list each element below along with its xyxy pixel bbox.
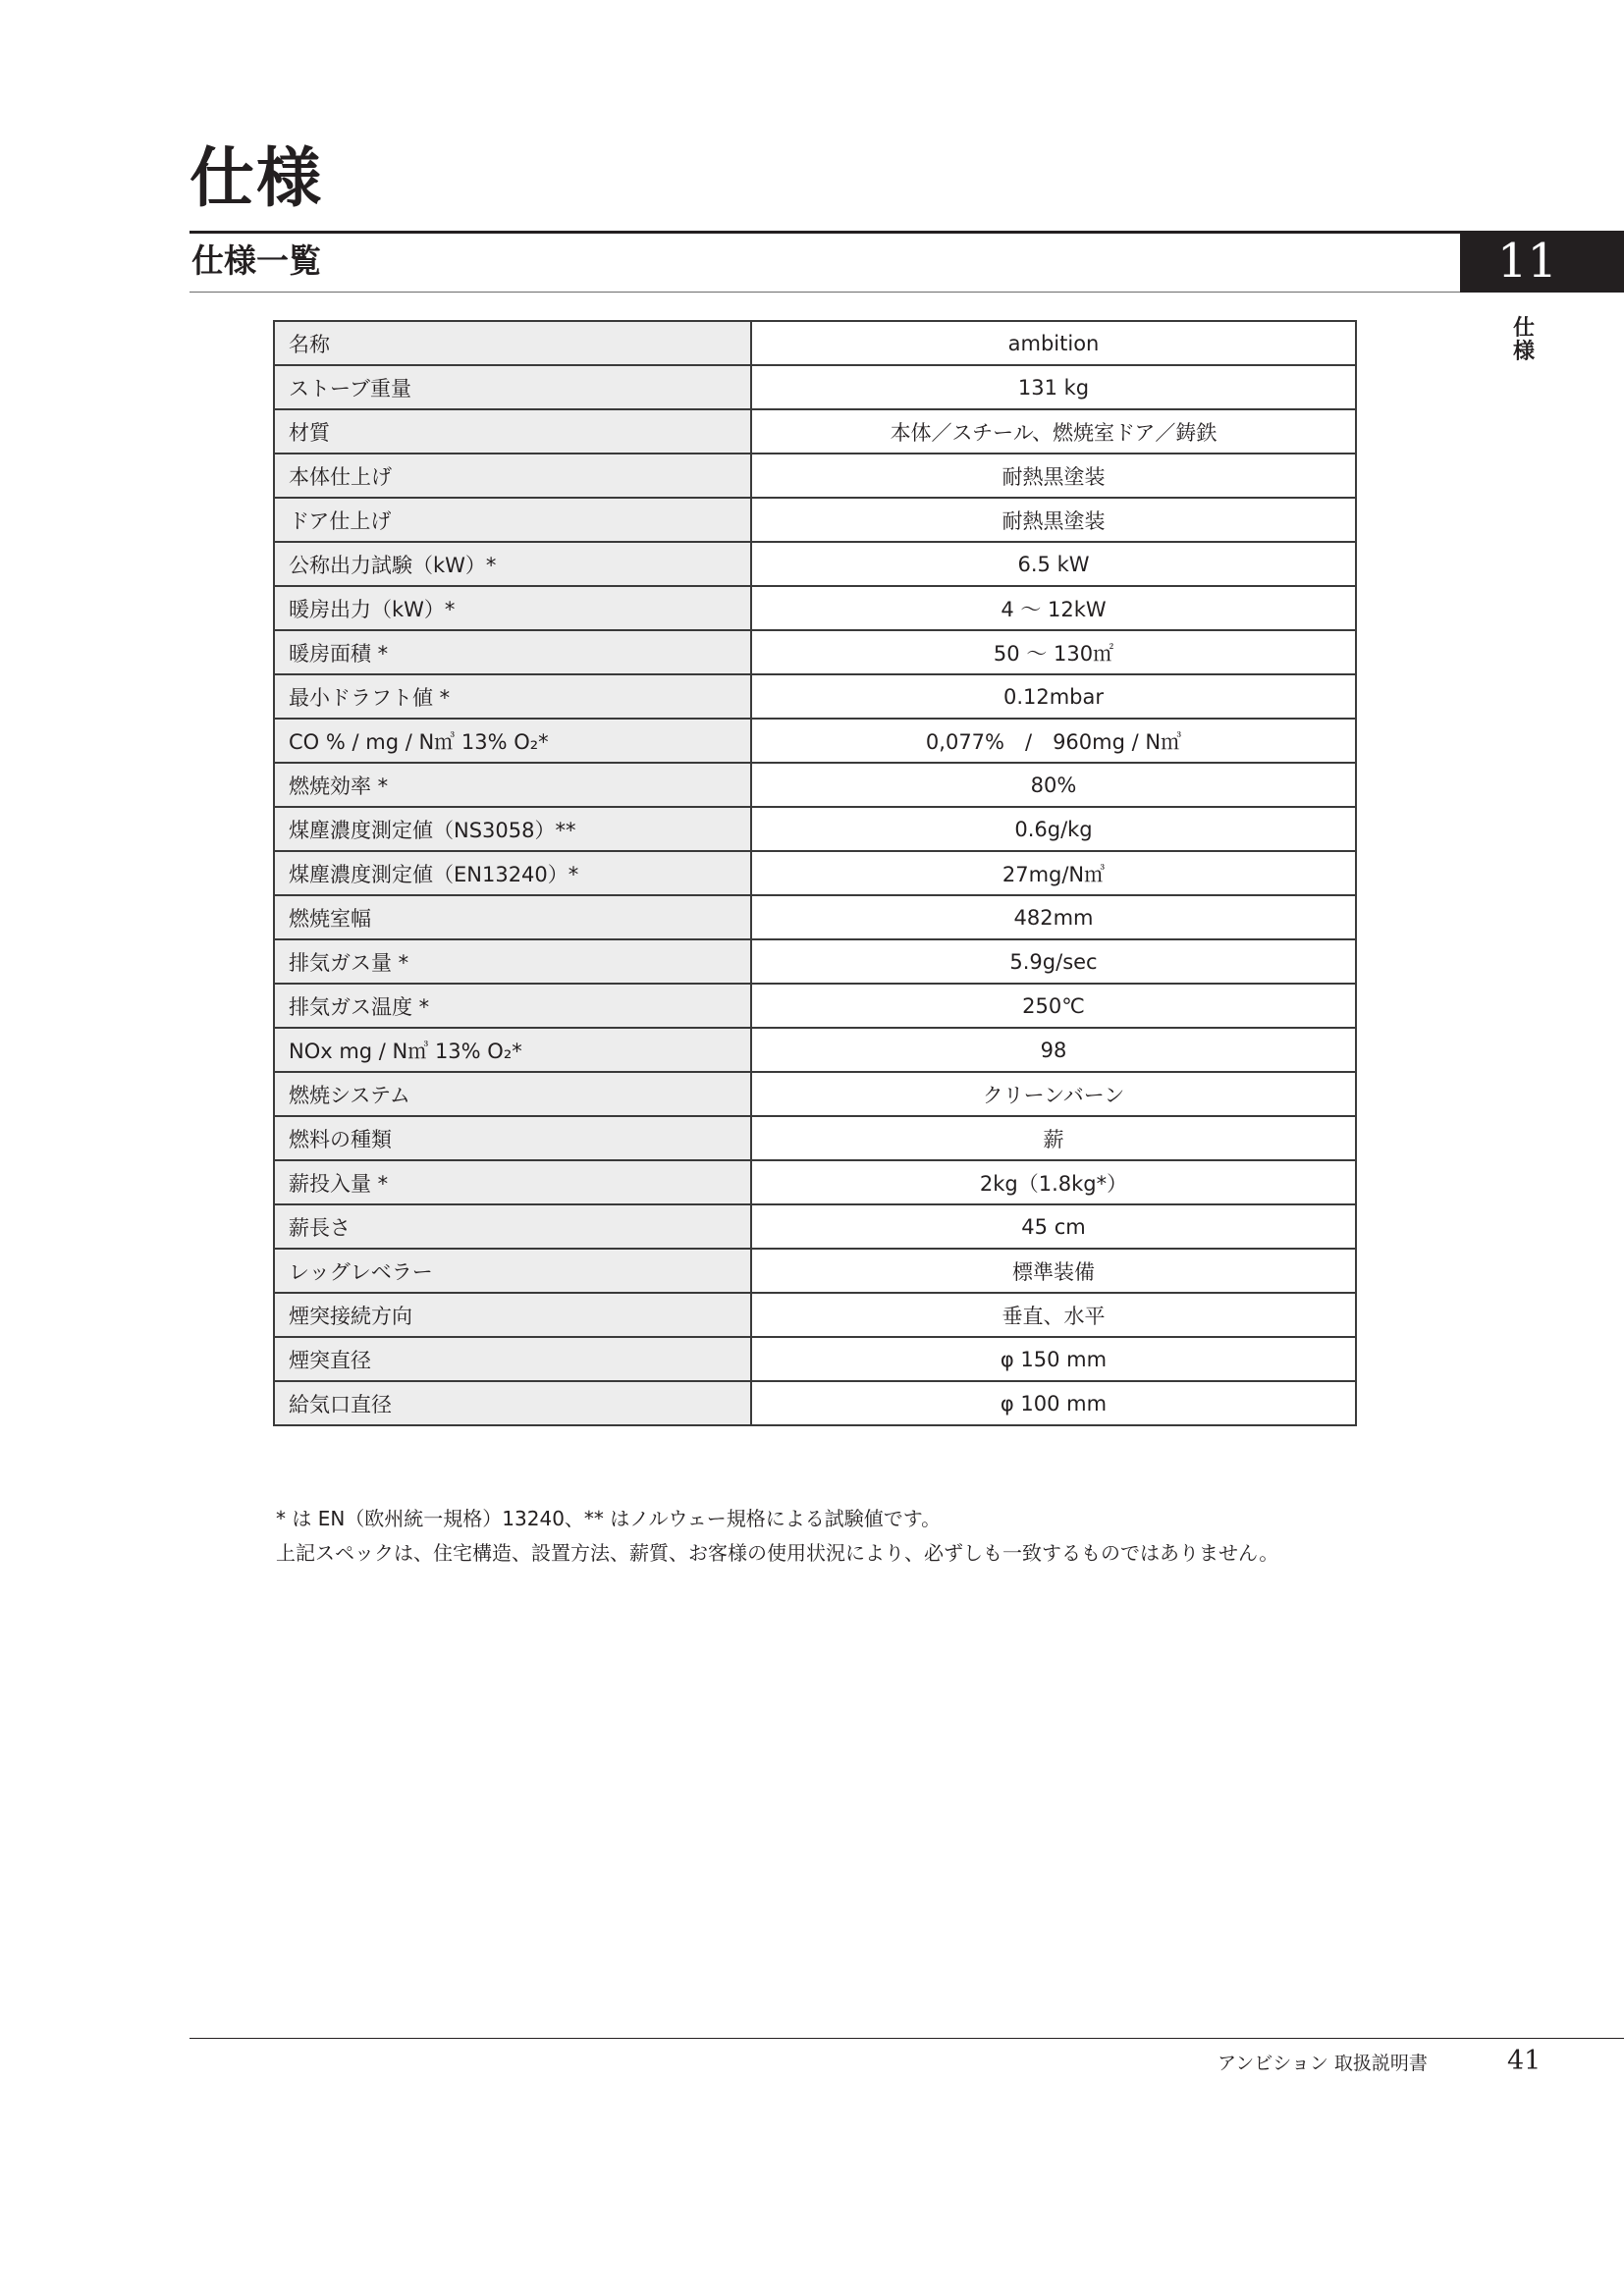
spec-value: 5.9g/sec bbox=[751, 939, 1356, 984]
chapter-tab bbox=[1460, 231, 1624, 293]
spec-row bbox=[274, 586, 1356, 630]
spec-label: 材質 bbox=[274, 409, 751, 454]
spec-value: 耐熱黒塗装 bbox=[751, 498, 1356, 542]
footnote-test-standard: * は EN（欧州統一規格）13240、** はノルウェー規格による試験値です。 bbox=[276, 1507, 942, 1530]
spec-row bbox=[274, 1072, 1356, 1116]
spec-label: 本体仕上げ bbox=[274, 454, 751, 498]
spec-value: φ 150 mm bbox=[751, 1337, 1356, 1381]
spec-value: φ 100 mm bbox=[751, 1381, 1356, 1425]
page-title: 仕様 bbox=[189, 139, 323, 216]
spec-row bbox=[274, 1116, 1356, 1160]
spec-label: ストーブ重量 bbox=[274, 365, 751, 409]
spec-row bbox=[274, 851, 1356, 895]
section-title: 仕様一覧 bbox=[191, 241, 321, 280]
spec-value: 6.5 kW bbox=[751, 542, 1356, 586]
spec-row bbox=[274, 895, 1356, 939]
chapter-number: 11 bbox=[1496, 234, 1558, 289]
spec-label: ドア仕上げ bbox=[274, 498, 751, 542]
spec-row bbox=[274, 630, 1356, 674]
spec-value: 45 cm bbox=[751, 1204, 1356, 1249]
spec-row bbox=[274, 454, 1356, 498]
spec-value: 0.6g/kg bbox=[751, 807, 1356, 851]
spec-value: 80% bbox=[751, 763, 1356, 807]
footer-manual-title: アンビション 取扱説明書 bbox=[1218, 2053, 1428, 2074]
footnotes bbox=[276, 1502, 1278, 1571]
spec-row bbox=[274, 719, 1356, 763]
spec-label: 薪長さ bbox=[274, 1204, 751, 1249]
spec-value: 垂直、水平 bbox=[751, 1293, 1356, 1337]
spec-label: CO % / mg / N㎥ 13% O₂* bbox=[274, 719, 751, 763]
header-rule bbox=[189, 231, 1624, 234]
page-number: 41 bbox=[1507, 2046, 1542, 2076]
footer-rule bbox=[189, 2038, 1624, 2039]
chapter-side-label: 仕様 bbox=[1512, 315, 1535, 364]
spec-label: 煙突直径 bbox=[274, 1337, 751, 1381]
spec-value: 本体／スチール、燃焼室ドア／鋳鉄 bbox=[751, 409, 1356, 454]
spec-row bbox=[274, 542, 1356, 586]
spec-row bbox=[274, 763, 1356, 807]
spec-value: 27mg/N㎥ bbox=[751, 851, 1356, 895]
spec-label: 暖房出力（kW）* bbox=[274, 586, 751, 630]
spec-label: レッグレベラー bbox=[274, 1249, 751, 1293]
spec-value: 131 kg bbox=[751, 365, 1356, 409]
spec-value: 0.12mbar bbox=[751, 674, 1356, 719]
spec-value: 薪 bbox=[751, 1116, 1356, 1160]
spec-row bbox=[274, 807, 1356, 851]
spec-label: 燃焼室幅 bbox=[274, 895, 751, 939]
spec-label: 暖房面積 * bbox=[274, 630, 751, 674]
spec-label: 煙突接続方向 bbox=[274, 1293, 751, 1337]
spec-row bbox=[274, 984, 1356, 1028]
spec-value: 482mm bbox=[751, 895, 1356, 939]
spec-row bbox=[274, 1337, 1356, 1381]
spec-value: ambition bbox=[751, 321, 1356, 365]
spec-value: 2kg（1.8kg*） bbox=[751, 1160, 1356, 1204]
spec-value: 98 bbox=[751, 1028, 1356, 1072]
spec-row bbox=[274, 365, 1356, 409]
spec-row bbox=[274, 1028, 1356, 1072]
spec-label: 煤塵濃度測定値（NS3058）** bbox=[274, 807, 751, 851]
spec-row bbox=[274, 1381, 1356, 1425]
footnote-disclaimer: 上記スペックは、住宅構造、設置方法、薪質、お客様の使用状況により、必ずしも一致するものではありません。 bbox=[276, 1541, 1279, 1565]
spec-value: 4 ～ 12kW bbox=[751, 586, 1356, 630]
spec-row bbox=[274, 939, 1356, 984]
spec-value: 標準装備 bbox=[751, 1249, 1356, 1293]
spec-row bbox=[274, 1293, 1356, 1337]
spec-label: NOx mg / N㎥ 13% O₂* bbox=[274, 1028, 751, 1072]
spec-label: 公称出力試験（kW）* bbox=[274, 542, 751, 586]
spec-label: 燃焼効率 * bbox=[274, 763, 751, 807]
spec-value: 0,077% / 960mg / N㎥ bbox=[751, 719, 1356, 763]
spec-value: 250℃ bbox=[751, 984, 1356, 1028]
spec-value: 50 ～ 130㎡ bbox=[751, 630, 1356, 674]
spec-table bbox=[273, 320, 1357, 1426]
spec-value: 耐熱黒塗装 bbox=[751, 454, 1356, 498]
spec-table-body bbox=[274, 321, 1356, 1425]
spec-label: 煤塵濃度測定値（EN13240）* bbox=[274, 851, 751, 895]
spec-label: 燃料の種類 bbox=[274, 1116, 751, 1160]
spec-row bbox=[274, 409, 1356, 454]
spec-row bbox=[274, 498, 1356, 542]
spec-value: クリーンバーン bbox=[751, 1072, 1356, 1116]
section-rule bbox=[189, 292, 1460, 293]
spec-row bbox=[274, 1204, 1356, 1249]
spec-label: 排気ガス温度 * bbox=[274, 984, 751, 1028]
spec-label: 最小ドラフト値 * bbox=[274, 674, 751, 719]
spec-row bbox=[274, 674, 1356, 719]
spec-label: 薪投入量 * bbox=[274, 1160, 751, 1204]
spec-row bbox=[274, 1249, 1356, 1293]
spec-row bbox=[274, 321, 1356, 365]
spec-label: 燃焼システム bbox=[274, 1072, 751, 1116]
spec-label: 排気ガス量 * bbox=[274, 939, 751, 984]
spec-label: 名称 bbox=[274, 321, 751, 365]
spec-row bbox=[274, 1160, 1356, 1204]
spec-label: 給気口直径 bbox=[274, 1381, 751, 1425]
